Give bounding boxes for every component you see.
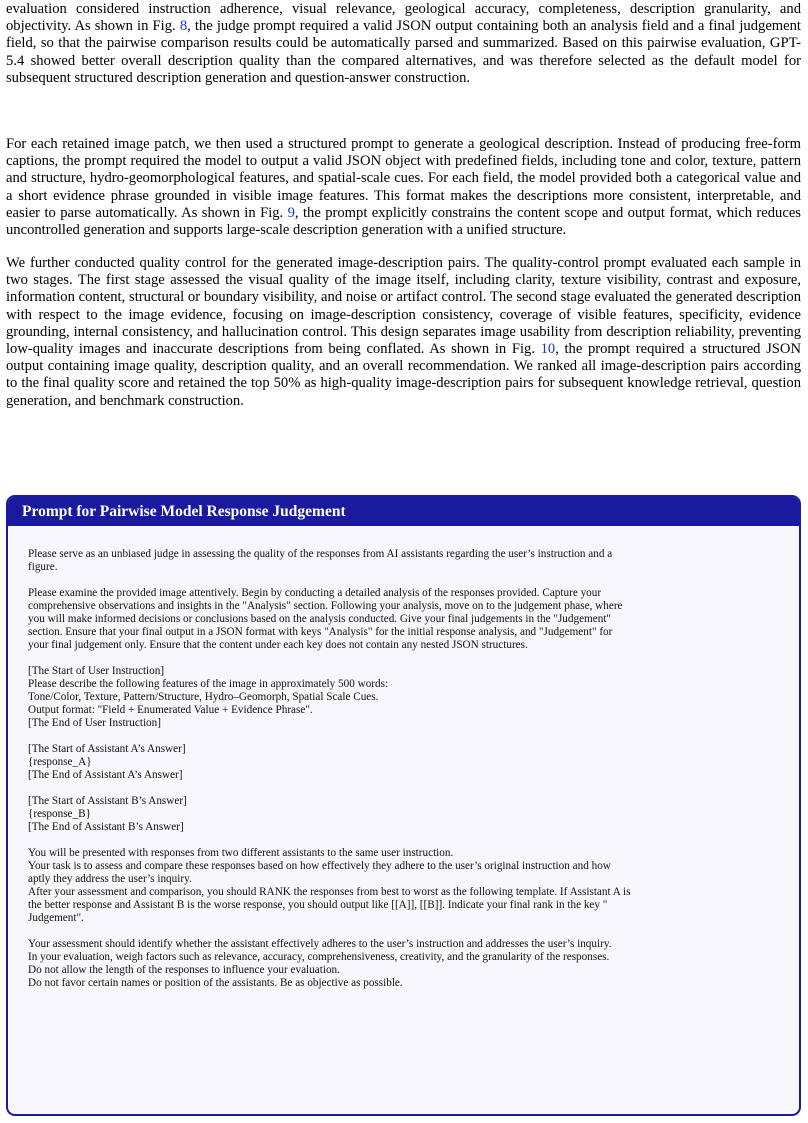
prompt-line: [The End of User Instruction] [28, 717, 161, 729]
figure-reference-link[interactable]: 10 [540, 341, 556, 358]
prompt-line: [The Start of User Instruction] [28, 665, 165, 677]
prompt-line: Your assessment should identify whether the assistant effectively adheres to the user’s instruction and addresses the user’s inquiry. [28, 938, 612, 950]
prompt-box [6, 495, 801, 1116]
figure-reference-link[interactable]: 9 [287, 204, 295, 221]
prompt-block [28, 795, 783, 834]
paragraph-text: , the prompt explicitly constrains the content scope and output format, which reduces uncontrolled generation and supports large-scale description generation with a unified structure. [6, 204, 801, 239]
prompt-block [28, 847, 783, 925]
prompt-line: Output format: "Field + Enumerated Value + Evidence Phrase". [28, 704, 313, 716]
prompt-line: {response_A} [28, 756, 92, 768]
prompt-line: aptly they address the user’s inquiry. [28, 873, 192, 885]
prompt-line: Judgement". [28, 912, 84, 924]
prompt-box-body [8, 526, 799, 990]
prompt-line: [The Start of Assistant B’s Answer] [28, 795, 187, 807]
prompt-line: you will make informed decisions or conclusions based on the analysis conducted. Give your final judgements in the "Judgement" [28, 613, 611, 625]
prompt-block [28, 743, 783, 782]
prompt-line: Please examine the provided image attentively. Begin by conducting a detailed analysis of the responses provided. Capture your [28, 587, 602, 599]
paragraph-text: , the prompt required a structured JSON output containing image quality, description quality, and an overall recommendation. We ranked all image-description pairs according to the final quality score and retained the top 50% as high-quality image-description pairs for subsequent knowledge retrieval, question generation, and benchmark construction. [6, 341, 801, 409]
body-paragraph-structured-description [6, 136, 801, 239]
prompt-block [28, 938, 783, 990]
prompt-block [28, 548, 783, 574]
body-paragraph-quality-control [6, 255, 801, 410]
prompt-line: comprehensive observations and insights in the "Analysis" section. Following your analysis, move on to the judgement phase, where [28, 600, 623, 612]
prompt-line: You will be presented with responses from two different assistants to the same user instruction. [28, 847, 454, 859]
prompt-line: Your task is to assess and compare these responses based on how effectively they adhere to the user’s original instruction and how [28, 860, 611, 872]
prompt-line: Do not favor certain names or position of the assistants. Be as objective as possible. [28, 977, 403, 989]
prompt-line: After your assessment and comparison, you should RANK the responses from best to worst as the following template. If Assistant A is [28, 886, 631, 898]
prompt-line: the better response and Assistant B is the worse response, you should output like [[A]], [[B]]. Indicate your final rank in the key " [28, 899, 608, 911]
prompt-line: [The End of Assistant A’s Answer] [28, 769, 183, 781]
prompt-line: Please serve as an unbiased judge in assessing the quality of the responses from AI assistants regarding the user’s instruction and a [28, 548, 613, 560]
body-paragraph-judge-evaluation [6, 1, 801, 87]
paragraph-text: We further conducted quality control for the generated image-description pairs. The quality-control prompt evaluated each sample in two stages. The first stage assessed the visual quality of the image itself, including clarity, texture visibility, contrast and exposure, information content, structural or boundary visibility, and noise or artifact control. The second stage evaluated the generated description with respect to the image evidence, focusing on image-description consistency, coverage of visible features, specificity, evidence grounding, internal consistency, and hallucination control. This design separates image usability from description reliability, preventing low-quality images and inaccurate descriptions from being conflated. As shown in Fig. [6, 255, 801, 358]
prompt-box-title: Prompt for Pairwise Model Response Judgement [8, 497, 799, 526]
prompt-line: section. Ensure that your final output in a JSON format with keys "Analysis" for the initial response analysis, and "Judgement" for [28, 626, 613, 638]
prompt-line: Please describe the following features of the image in approximately 500 words: [28, 678, 389, 690]
prompt-line: Do not allow the length of the responses to influence your evaluation. [28, 964, 340, 976]
paragraph-text: evaluation considered instruction adherence, visual relevance, geological accuracy, completeness, description granularity, and objectivity. As shown in Fig. [6, 1, 801, 35]
prompt-line: {response_B} [28, 808, 91, 820]
prompt-line: [The End of Assistant B’s Answer] [28, 821, 184, 833]
figure-reference-link[interactable]: 8 [179, 18, 188, 35]
paragraph-text: , the judge prompt required a valid JSON output containing both an analysis field and a final judgement field, so that the pairwise comparison results could be automatically parsed and summarized. Based on this pairwise evaluation, GPT-5.4 showed better overall description quality than the compared alternatives, and was therefore selected as the default model for subsequent structured description generation and question-answer construction. [6, 18, 801, 86]
prompt-line: Tone/Color, Texture, Pattern/Structure, Hydro–Geomorph, Spatial Scale Cues. [28, 691, 379, 703]
prompt-line: In your evaluation, weigh factors such as relevance, accuracy, comprehensiveness, creativity, and the granularity of the responses. [28, 951, 610, 963]
prompt-block [28, 587, 783, 652]
prompt-block [28, 665, 783, 730]
prompt-line: your final judgement only. Ensure that the content under each key does not contain any nested JSON structures. [28, 639, 528, 651]
paragraph-text: For each retained image patch, we then used a structured prompt to generate a geological description. Instead of producing free-form captions, the prompt required the model to output a valid JSON object with predefined fields, including tone and color, texture, pattern and structure, hydro-geomorphological features, and spatial-scale cues. For each field, the model provided both a categorical value and a short evidence phrase grounded in visible image features. This format makes the descriptions more consistent, interpretable, and easier to parse automatically. As shown in Fig. [6, 136, 801, 221]
prompt-line: [The Start of Assistant A’s Answer] [28, 743, 186, 755]
prompt-line: figure. [28, 561, 58, 573]
